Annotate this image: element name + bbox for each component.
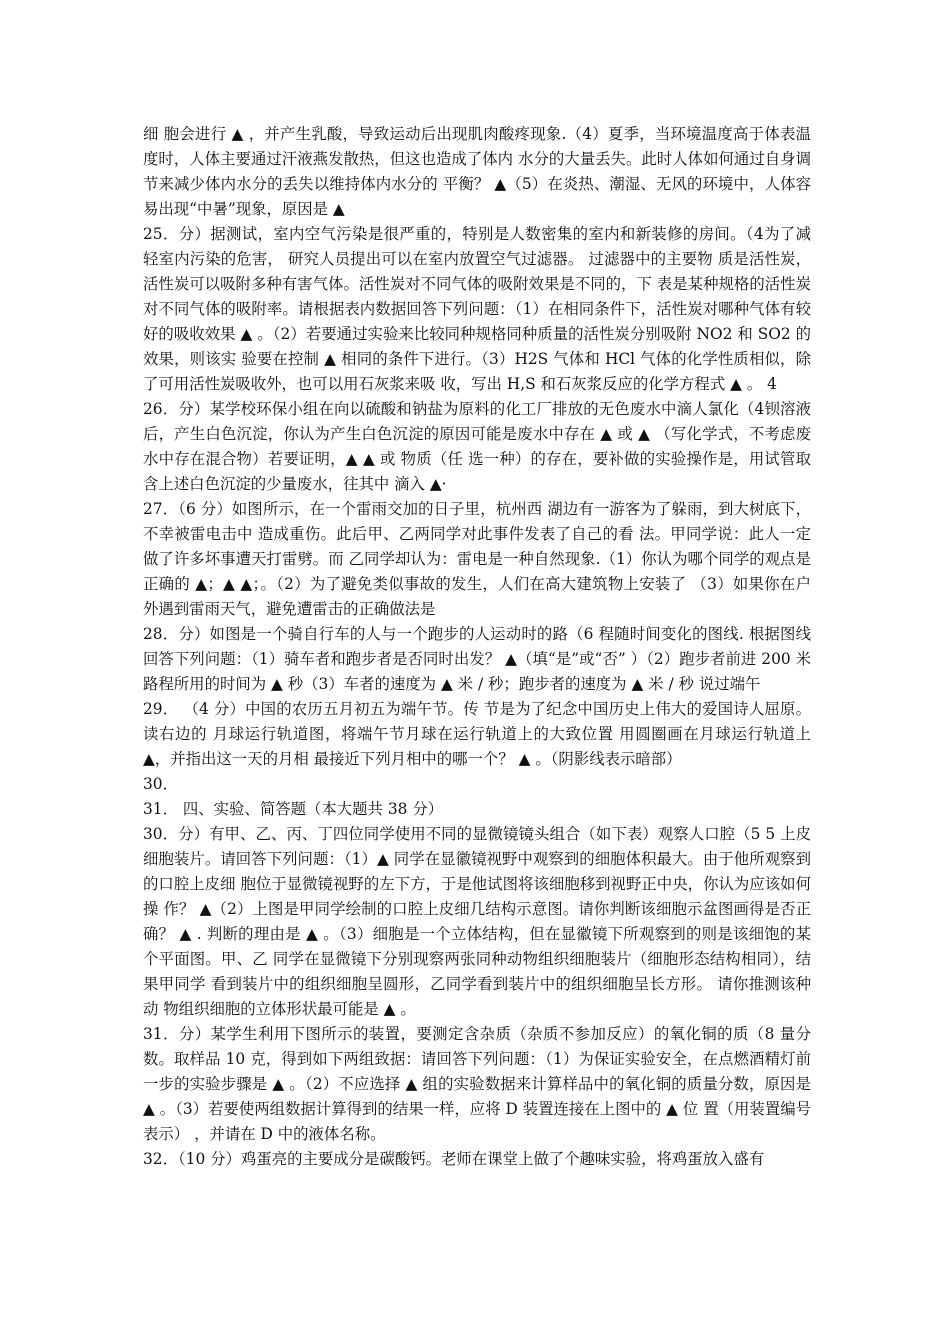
paragraph-q30: 30．分）有甲、乙、丙、丁四位同学使用不同的显微镜镜头组合（如下表）观察人口腔（5 5 上皮细胞装片。请回答下列问题：（1）▲ 同学在显徽镜视野中观察到的细胞体积最大。由于他所观察到的口腔上皮细 胞位于显微镜视野的左下方，于是他试图将该细胞移到视野正中央，你认为应该如何操 作？ ▲（2）上图是甲同学绘制的口腔上皮细几结构示意图。请你判断该细胞示盆图画得是否正 确？ ▲ . 判断的理由是 ▲ 。（3）细胞是一个立体结构，但在显徽镜下所观察到的则是该细饱的某个平面图。甲、乙 同学在显微镜下分别现察两张同种动物组织细胞装片（细胞形态结构相同），结果甲同学 看到装片中的组织细胞呈圆形，乙同学看到装片中的组织细胞呈长方形。 请你推测该种动 物组织细胞的立体形状最可能是 ▲ 。 — [143, 825, 811, 1018]
paragraph-item-30: 30． — [143, 775, 178, 793]
paragraph-q25: 25．分）据测试，室内空气污染是很严重的，特别是人数密集的室内和新装修的房间。（4为了减轻室内污染的危害， 研究人员提出可以在室内放置空气过滤器。 过滤器中的主要物 质是活性炭，活性炭可以吸附多种有害气体。活性炭对不同气体的吸附效果是不同的，下 表是某种规格的活性炭对不同气体的吸附率。请根据表内数据回答下列问题：（1）在相同条件下，活性炭对哪种气体有较好的吸收效果 ▲ 。（2）若要通过实验来比较同种规格同种质量的活性炭分别吸附 NO2 和 SO2 的效果，则该实 验要在控制 ▲ 相同的条件下进行。（3）H2S 气体和 HCl 气体的化学性质相似，除了可用活性炭吸收外，也可以用石灰浆来吸 收，写出 H,S 和石灰浆反应的化学方程式 ▲ 。 4 — [143, 225, 811, 393]
paragraph-q24-continued: 细 胞会进行 ▲ ，并产生乳酸，导致运动后出现肌肉酸疼现象.（4）夏季，当环境温度高于体表温度时，人体主要通过汗液燕发散热，但这也造成了体内 水分的大量丢失。此时人体如何通过自身调节来减少体内水分的丢失以维持体内水分的 平衡？ ▲（5）在炎热、潮湿、无风的环境中，人体容易出现“中暑”现象，原因是 ▲ — [143, 125, 811, 218]
paragraph-q32: 32．（10 分）鸡蛋亮的主要成分是碳酸钙。老师在课堂上做了个趣味实验，将鸡蛋放入盛有 — [143, 1150, 765, 1168]
document-page — [143, 122, 811, 1172]
paragraph-q26: 26．分）某学校环保小组在向以硫酸和钠盐为原料的化工厂排放的无色废水中滴人氯化（4钡溶液后，产生白色沉淀，你认为产生白色沉淀的原因可能是废水中存在 ▲ 或 ▲ （写化学式，不考虑废水中存在混合物）若要证明，▲ ▲ 或 物质（任 选一种）的存在，要补做的实验操作是，用试管取含上述白色沉淀的少量废水，往其中 滴入 ▲· — [143, 400, 811, 493]
section-heading: 31． 四、实验、简答题（本大题共 38 分） — [143, 800, 444, 818]
paragraph-q27: 27．（6 分）如图所示，在一个雷雨交加的日子里，杭州西 湖边有一游客为了躲雨，到大树底下，不幸被雷电击中 造成重伤。此后甲、乙两同学对此事件发表了自己的看 法。甲同学说：此人一定做了许多坏事遭天打雷劈。而 乙同学却认为：雷电是一种自然现象.（1）你认为哪个同学的观点是正确的 ▲；▲ ▲；。（2）为了避免类似事故的发生，人们在高大建筑物上安装了 （3）如果你在户外遇到雷雨天气，避免遭雷击的正确做法是 — [143, 500, 811, 618]
paragraph-q28: 28．分）如图是一个骑自行车的人与一个跑步的人运动时的路（6 程随时间变化的图线. 根据图线回答下列问题：（1）骑车者和跑步者是否同时出发？ ▲（填“是”或“否” ）（2）跑步者前进 200 米路程所用的时间为 ▲ 秒（3）车者的速度为 ▲ 米 / 秒；跑步者的速度为 ▲ 米 / 秒 说过端午 — [143, 625, 811, 693]
paragraph-q31: 31．分）某学生利用下图所示的装置，要测定含杂质（杂质不参加反应）的氧化铜的质（8 量分数。取样品 10 克，得到如下两组致据：请回答下列问题：（1）为保证实验安全，在点燃酒精灯前一步的实验步骤是 ▲ 。（2）不应选择 ▲ 组的实验数据来计算样品中的氧化铜的质量分数，原因是 ▲ 。（3）若要使两组数据计算得到的结果一样，应将 D 装置连接在上图中的 ▲ 位 置（用装置编号表示） ，并请在 D 中的液体名称。 — [143, 1025, 811, 1143]
paragraph-q29: 29． （4 分）中国的农历五月初五为端午节。传 节是为了纪念中国历史上伟大的爱国诗人屈原。读右边的 月球运行轨道图，将端午节月球在运行轨道上的大致位置 用圆圈画在月球运行轨道上 ▲，并指出这一天的月相 最接近下列月相中的哪一个？ ▲ 。（阴影线表示暗部） — [143, 700, 811, 768]
